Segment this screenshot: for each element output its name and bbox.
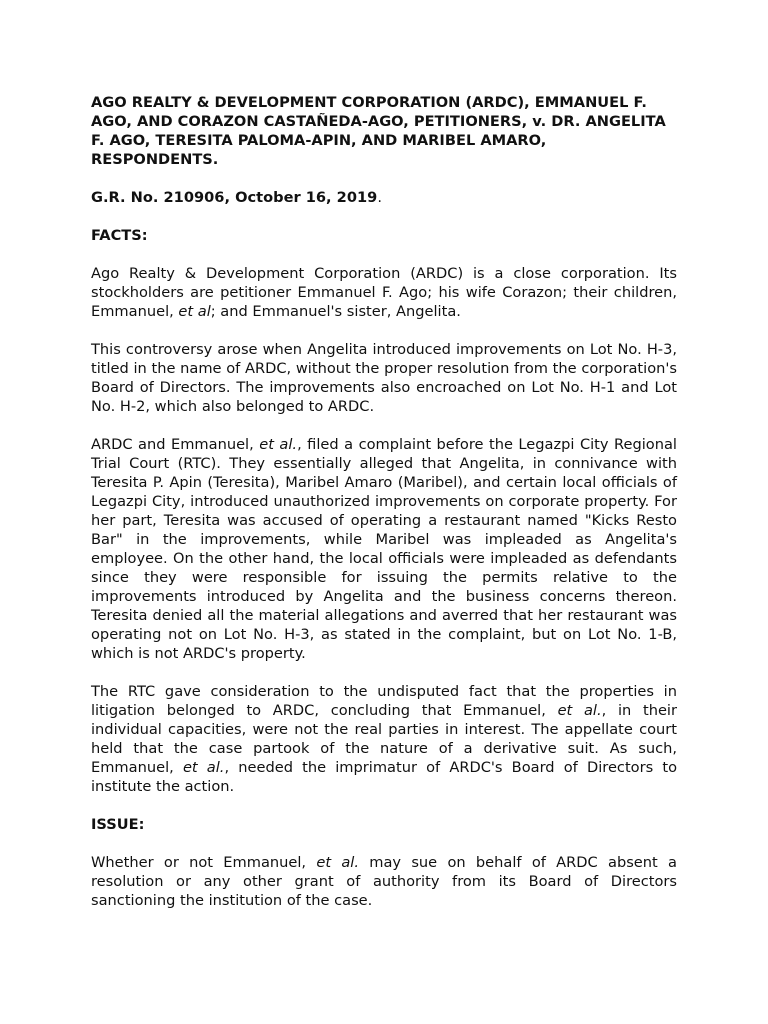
facts-heading: FACTS: <box>91 227 148 244</box>
facts-paragraph-2: This controversy arose when Angelita introduced improvements on Lot No. H-3, titled in the name of ARDC, without the proper resolution from the corporation's Board of Directors. The improvements also encroached on Lot No. H-1 and Lot No. H-2, which also belonged to ARDC. <box>91 341 677 415</box>
text-segment: Whether or not Emmanuel, <box>91 854 317 871</box>
italic-segment: et al. <box>259 436 298 453</box>
facts-paragraph-3 <box>91 435 677 663</box>
gr-number-text: G.R. No. 210906, October 16, 2019 <box>91 189 378 206</box>
facts-paragraph-4 <box>91 682 677 796</box>
text-segment: , needed the imprimatur of ARDC's Board of Directors to institute the action. <box>91 759 678 795</box>
gr-number-period: . <box>377 189 382 206</box>
text-segment: , filed a complaint before the Legazpi City Regional Trial Court (RTC). They essentially alleged that Angelita, in connivance with Teresita P. Apin (Teresita), Maribel Amaro (Maribel), and certain local officials of Legazpi City, introduced unauthorized improvements on corporate property. For her part, Teresita was accused of operating a restaurant named "Kicks Resto Bar" in the improvements, while Maribel was impleaded as Angelita's employee. On the other hand, the local officials were impleaded as defendants since they were responsible for issuing the permits relative to the improvements introduced by Angelita and the business concerns thereon. Teresita denied all the material allegations and averred that her restaurant was operating not on Lot No. H-3, as stated in the complaint, but on Lot No. 1-B, which is not ARDC's property. <box>91 436 677 662</box>
text-segment: , in their individual capacities, were not the real parties in interest. The appellate court held that the case partook of the nature of a derivative suit. As such, Emmanuel, <box>91 702 677 776</box>
text-segment: may sue on behalf of ARDC absent a resolution or any other grant of authority from its Board of Directors sanctioning the institution of the case. <box>91 854 677 909</box>
italic-segment: et al. <box>182 759 225 776</box>
italic-segment: et al. <box>316 854 359 871</box>
issue-paragraph <box>91 853 677 910</box>
text-segment: ARDC and Emmanuel, <box>91 436 260 453</box>
gr-number <box>91 188 677 207</box>
italic-segment: et al <box>178 303 211 320</box>
issue-heading: ISSUE: <box>91 816 145 833</box>
text-segment: The RTC gave consideration to the undisputed fact that the properties in litigation belonged to ARDC, concluding that Emmanuel, <box>91 683 677 719</box>
italic-segment: et al. <box>557 702 602 719</box>
text-segment: Ago Realty & Development Corporation (ARDC) is a close corporation. Its stockholders are petitioner Emmanuel F. Ago; his wife Corazon; their children, Emmanuel, <box>91 265 677 320</box>
facts-paragraph-1 <box>91 264 677 321</box>
text-segment: ; and Emmanuel's sister, Angelita. <box>210 303 461 320</box>
case-caption: AGO REALTY & DEVELOPMENT CORPORATION (ARDC), EMMANUEL F. AGO, AND CORAZON CASTAÑEDA-AGO, PETITIONERS, v. DR. ANGELITA F. AGO, TERESITA PALOMA-APIN, AND MARIBEL AMARO, RESPONDENTS. <box>91 94 666 168</box>
